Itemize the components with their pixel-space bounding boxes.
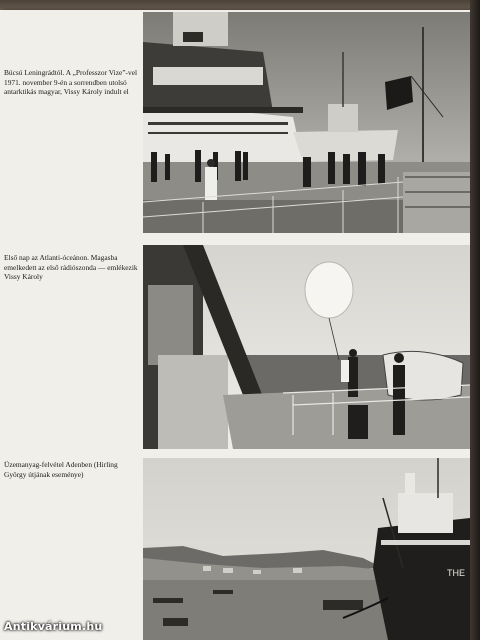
watermark: Antikvárium.hu	[4, 620, 103, 633]
caption-aden-refueling: Üzemanyag-felvétel Adenben (Hirling György útjának eseménye)	[4, 460, 118, 479]
photo-aden-refueling	[143, 458, 470, 640]
caption-leningrad-farewell: Búcsú Leningrádtól. A „Professzor Vize”-vel 1971. november 9-én a sorrendben utolsó antarktikás magyar, Vissy Károly indult el	[4, 68, 138, 97]
book-spine-edge	[470, 0, 480, 640]
photo-ship-departure	[143, 12, 470, 233]
photo-radiosonde-launch	[143, 245, 470, 449]
ship-hull-lettering: THE	[447, 568, 465, 578]
caption-atlantic-radiosonde: Első nap az Atlanti-óceánon. Magasba emelkedett az első rádiószonda — emlékezik Vissy Károly	[4, 253, 138, 282]
